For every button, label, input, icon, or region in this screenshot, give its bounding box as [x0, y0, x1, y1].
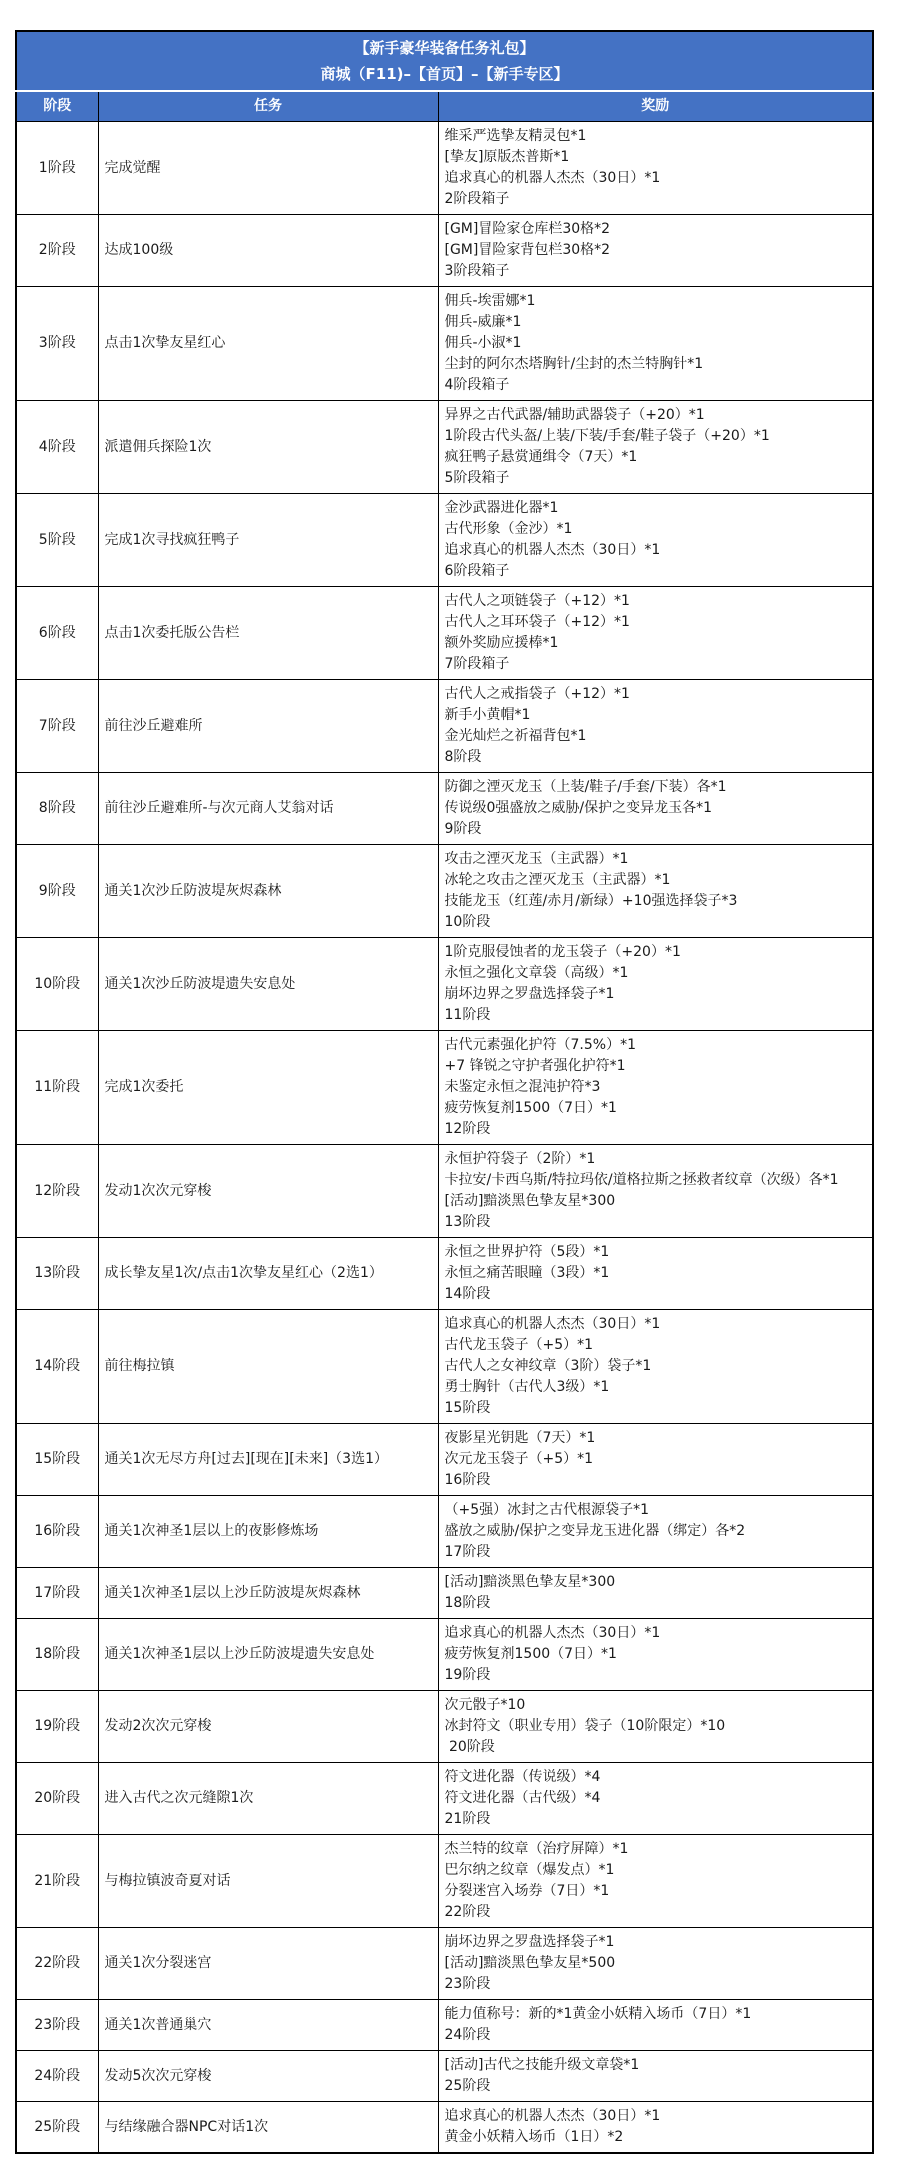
- task-cell: 与梅拉镇波奇夏对话: [98, 1835, 438, 1928]
- reward-cell: [438, 845, 873, 938]
- stage-cell: 19阶段: [16, 1691, 98, 1763]
- stage-cell: 10阶段: [16, 938, 98, 1031]
- reward-line: [GM]冒险家背包栏30格*2: [444, 242, 611, 258]
- column-header-stage: 阶段: [16, 91, 98, 122]
- task-cell: 通关1次神圣1层以上沙丘防波堤灰烬森林: [98, 1568, 438, 1619]
- stage-cell: 5阶段: [16, 494, 98, 587]
- stage-cell: 9阶段: [16, 845, 98, 938]
- table-row: [16, 2102, 873, 2154]
- reward-line: 尘封的阿尔杰塔胸针/尘封的杰兰特胸针*1: [444, 356, 704, 372]
- table-row: [16, 1145, 873, 1238]
- reward-line: 14阶段: [444, 1286, 491, 1302]
- reward-cell: [438, 2102, 873, 2154]
- reward-line: 4阶段箱子: [444, 377, 510, 393]
- table-row: [16, 1568, 873, 1619]
- task-cell: 通关1次无尽方舟[过去][现在][未来]（3选1）: [98, 1424, 438, 1496]
- reward-line: 杰兰特的纹章（治疗屏障）*1: [444, 1841, 629, 1857]
- reward-line: 古代元素强化护符（7.5%）*1: [444, 1037, 636, 1053]
- stage-cell: 17阶段: [16, 1568, 98, 1619]
- reward-cell: [438, 1568, 873, 1619]
- reward-cell: [438, 122, 873, 215]
- reward-line: 崩坏边界之罗盘选择袋子*1: [444, 986, 615, 1002]
- reward-line: 8阶段: [444, 749, 482, 765]
- task-cell: 发动2次次元穿梭: [98, 1691, 438, 1763]
- reward-line: 古代形象（金沙）*1: [444, 521, 573, 537]
- task-cell: 通关1次沙丘防波堤遗失安息处: [98, 938, 438, 1031]
- reward-line: 符文进化器（古代级）*4: [444, 1790, 601, 1806]
- reward-line: 古代人之耳环袋子（+12）*1: [444, 614, 630, 630]
- task-cell: 达成100级: [98, 215, 438, 287]
- task-cell: 与结缘融合器NPC对话1次: [98, 2102, 438, 2154]
- reward-line: 佣兵-威廉*1: [444, 314, 522, 330]
- reward-line: 20阶段: [444, 1739, 495, 1755]
- reward-line: 19阶段: [444, 1667, 491, 1683]
- task-cell: 通关1次神圣1层以上沙丘防波堤遗失安息处: [98, 1619, 438, 1691]
- reward-cell: [438, 587, 873, 680]
- stage-cell: 16阶段: [16, 1496, 98, 1568]
- reward-line: 未鉴定永恒之混沌护符*3: [444, 1079, 601, 1095]
- reward-line: 冰轮之攻击之湮灭龙玉（主武器）*1: [444, 872, 671, 888]
- task-cell: 完成1次寻找疯狂鸭子: [98, 494, 438, 587]
- reward-cell: [438, 680, 873, 773]
- reward-line: 2阶段箱子: [444, 191, 510, 207]
- stage-cell: 25阶段: [16, 2102, 98, 2154]
- reward-line: 追求真心的机器人杰杰（30日）*1: [444, 542, 661, 558]
- reward-line: 追求真心的机器人杰杰（30日）*1: [444, 2108, 661, 2124]
- table-row: [16, 773, 873, 845]
- table-title: [16, 31, 873, 91]
- reward-line: 17阶段: [444, 1544, 491, 1560]
- table-row: [16, 215, 873, 287]
- table-row: [16, 938, 873, 1031]
- stage-cell: 6阶段: [16, 587, 98, 680]
- table-row: [16, 122, 873, 215]
- table-row: [16, 1763, 873, 1835]
- reward-line: 疯狂鸭子悬赏通缉令（7天）*1: [444, 449, 638, 465]
- reward-line: 佣兵-埃雷娜*1: [444, 293, 536, 309]
- column-header-row: [16, 91, 873, 122]
- task-cell: 通关1次神圣1层以上的夜影修炼场: [98, 1496, 438, 1568]
- reward-line: 维采严选挚友精灵包*1: [444, 128, 587, 144]
- table-row: [16, 1619, 873, 1691]
- reward-line: 1阶段古代头盔/上装/下装/手套/鞋子袋子（+20）*1: [444, 428, 770, 444]
- reward-line: 18阶段: [444, 1595, 491, 1611]
- reward-line: 防御之湮灭龙玉（上装/鞋子/手套/下装）各*1: [444, 779, 727, 795]
- stage-cell: 4阶段: [16, 401, 98, 494]
- reward-line: [挚友]原版杰普斯*1: [444, 149, 570, 165]
- reward-line: 异界之古代武器/辅助武器袋子（+20）*1: [444, 407, 705, 423]
- reward-line: [GM]冒险家仓库栏30格*2: [444, 221, 611, 237]
- reward-line: 盛放之威胁/保护之变异龙玉进化器（绑定）各*2: [444, 1523, 746, 1539]
- reward-line: 永恒之强化文章袋（高级）*1: [444, 965, 629, 981]
- reward-line: 7阶段箱子: [444, 656, 510, 672]
- table-row: [16, 1310, 873, 1424]
- stage-cell: 12阶段: [16, 1145, 98, 1238]
- reward-line: 传说级0强盛放之威胁/保护之变异龙玉各*1: [444, 800, 713, 816]
- reward-line: 3阶段箱子: [444, 263, 510, 279]
- task-cell: 发动1次次元穿梭: [98, 1145, 438, 1238]
- reward-line: 金光灿烂之祈福背包*1: [444, 728, 587, 744]
- stage-cell: 15阶段: [16, 1424, 98, 1496]
- reward-line: 16阶段: [444, 1472, 491, 1488]
- reward-line: 新手小黄帽*1: [444, 707, 531, 723]
- reward-line: 卡拉安/卡西乌斯/特拉玛依/道格拉斯之拯救者纹章（次级）各*1: [444, 1172, 839, 1188]
- reward-cell: [438, 1763, 873, 1835]
- stage-cell: 14阶段: [16, 1310, 98, 1424]
- task-cell: 成长挚友星1次/点击1次挚友星红心（2选1）: [98, 1238, 438, 1310]
- reward-line: +7 锋锐之守护者强化护符*1: [444, 1058, 626, 1074]
- reward-line: 疲劳恢复剂1500（7日）*1: [444, 1646, 617, 1662]
- reward-line: 古代龙玉袋子（+5）*1: [444, 1337, 594, 1353]
- reward-line: 疲劳恢复剂1500（7日）*1: [444, 1100, 617, 1116]
- stage-cell: 7阶段: [16, 680, 98, 773]
- reward-line: 永恒之痛苦眼瞳（3段）*1: [444, 1265, 610, 1281]
- reward-line: 12阶段: [444, 1121, 491, 1137]
- reward-cell: [438, 2000, 873, 2051]
- table-row: [16, 2000, 873, 2051]
- reward-cell: [438, 401, 873, 494]
- task-cell: 进入古代之次元缝隙1次: [98, 1763, 438, 1835]
- reward-cell: [438, 1835, 873, 1928]
- stage-cell: 20阶段: [16, 1763, 98, 1835]
- table-row: [16, 1835, 873, 1928]
- reward-cell: [438, 1238, 873, 1310]
- reward-cell: [438, 1145, 873, 1238]
- reward-line: 追求真心的机器人杰杰（30日）*1: [444, 1625, 661, 1641]
- table-row: [16, 1691, 873, 1763]
- reward-line: 永恒护符袋子（2阶）*1: [444, 1151, 596, 1167]
- reward-line: 额外奖励应援棒*1: [444, 635, 559, 651]
- reward-line: 分裂迷宫入场券（7日）*1: [444, 1883, 610, 1899]
- table-body: [16, 122, 873, 2154]
- table-row: [16, 1496, 873, 1568]
- reward-cell: [438, 1691, 873, 1763]
- reward-cell: [438, 1031, 873, 1145]
- reward-line: 永恒之世界护符（5段）*1: [444, 1244, 610, 1260]
- table-row: [16, 680, 873, 773]
- reward-line: [活动]古代之技能升级文章袋*1: [444, 2057, 640, 2073]
- reward-cell: [438, 1496, 873, 1568]
- title-row: [16, 31, 873, 91]
- stage-cell: 8阶段: [16, 773, 98, 845]
- reward-line: （+5强）冰封之古代根源袋子*1: [444, 1502, 650, 1518]
- table-row: [16, 287, 873, 401]
- task-cell: 前往梅拉镇: [98, 1310, 438, 1424]
- column-header-task: 任务: [98, 91, 438, 122]
- reward-line: 技能龙玉（红莲/赤月/新绿）+10强选择袋子*3: [444, 893, 738, 909]
- reward-line: 21阶段: [444, 1811, 491, 1827]
- title-line-1: 【新手豪华装备任务礼包】: [354, 39, 535, 57]
- reward-cell: [438, 215, 873, 287]
- stage-cell: 24阶段: [16, 2051, 98, 2102]
- reward-line: 夜影星光钥匙（7天）*1: [444, 1430, 596, 1446]
- reward-line: 攻击之湮灭龙玉（主武器）*1: [444, 851, 629, 867]
- reward-table: [15, 30, 874, 2154]
- stage-cell: 23阶段: [16, 2000, 98, 2051]
- reward-line: 佣兵-小淑*1: [444, 335, 522, 351]
- reward-line: [活动]黯淡黑色挚友星*300: [444, 1193, 616, 1209]
- table-row: [16, 587, 873, 680]
- task-cell: 点击1次挚友星红心: [98, 287, 438, 401]
- stage-cell: 18阶段: [16, 1619, 98, 1691]
- reward-cell: [438, 1424, 873, 1496]
- stage-cell: 2阶段: [16, 215, 98, 287]
- reward-line: 11阶段: [444, 1007, 491, 1023]
- reward-line: [活动]黯淡黑色挚友星*300: [444, 1574, 616, 1590]
- stage-cell: 22阶段: [16, 1928, 98, 2000]
- reward-cell: [438, 1928, 873, 2000]
- reward-cell: [438, 938, 873, 1031]
- reward-line: 巴尔纳之纹章（爆发点）*1: [444, 1862, 615, 1878]
- reward-line: 10阶段: [444, 914, 491, 930]
- reward-line: 能力值称号：新的*1黄金小妖精入场币（7日）*1: [444, 2006, 752, 2022]
- stage-cell: 11阶段: [16, 1031, 98, 1145]
- reward-line: 金沙武器进化器*1: [444, 500, 559, 516]
- reward-line: 崩坏边界之罗盘选择袋子*1: [444, 1934, 615, 1950]
- reward-cell: [438, 773, 873, 845]
- reward-line: 符文进化器（传说级）*4: [444, 1769, 601, 1785]
- reward-line: 勇士胸针（古代人3级）*1: [444, 1379, 610, 1395]
- task-cell: 完成1次委托: [98, 1031, 438, 1145]
- table-row: [16, 494, 873, 587]
- task-cell: 通关1次分裂迷宫: [98, 1928, 438, 2000]
- reward-line: 13阶段: [444, 1214, 491, 1230]
- reward-line: 24阶段: [444, 2027, 491, 2043]
- reward-line: 次元骰子*10: [444, 1697, 526, 1713]
- reward-line: 1阶克服侵蚀者的龙玉袋子（+20）*1: [444, 944, 681, 960]
- reward-line: 古代人之项链袋子（+12）*1: [444, 593, 630, 609]
- task-cell: 点击1次委托版公告栏: [98, 587, 438, 680]
- table-row: [16, 1031, 873, 1145]
- reward-line: 追求真心的机器人杰杰（30日）*1: [444, 1316, 661, 1332]
- stage-cell: 1阶段: [16, 122, 98, 215]
- reward-line: 25阶段: [444, 2078, 491, 2094]
- reward-line: 15阶段: [444, 1400, 491, 1416]
- task-cell: 发动5次次元穿梭: [98, 2051, 438, 2102]
- reward-line: 23阶段: [444, 1976, 491, 1992]
- reward-cell: [438, 1619, 873, 1691]
- stage-cell: 3阶段: [16, 287, 98, 401]
- reward-line: 22阶段: [444, 1904, 491, 1920]
- table-row: [16, 845, 873, 938]
- reward-line: 古代人之女神纹章（3阶）袋子*1: [444, 1358, 652, 1374]
- task-cell: 派遣佣兵探险1次: [98, 401, 438, 494]
- table-head: [16, 31, 873, 122]
- task-cell: 前往沙丘避难所-与次元商人艾翁对话: [98, 773, 438, 845]
- table-row: [16, 1424, 873, 1496]
- task-cell: 完成觉醒: [98, 122, 438, 215]
- column-header-reward: 奖励: [438, 91, 873, 122]
- reward-line: [活动]黯淡黑色挚友星*500: [444, 1955, 616, 1971]
- title-line-2: 商城（F11)–【首页】–【新手专区】: [320, 65, 569, 83]
- task-cell: 前往沙丘避难所: [98, 680, 438, 773]
- reward-cell: [438, 287, 873, 401]
- stage-cell: 21阶段: [16, 1835, 98, 1928]
- table-row: [16, 401, 873, 494]
- task-cell: 通关1次沙丘防波堤灰烬森林: [98, 845, 438, 938]
- table-row: [16, 2051, 873, 2102]
- reward-line: 冰封符文（职业专用）袋子（10阶限定）*10: [444, 1718, 726, 1734]
- reward-line: 追求真心的机器人杰杰（30日）*1: [444, 170, 661, 186]
- reward-line: 黄金小妖精入场币（1日）*2: [444, 2129, 624, 2145]
- reward-line: 古代人之戒指袋子（+12）*1: [444, 686, 630, 702]
- reward-cell: [438, 2051, 873, 2102]
- stage-cell: 13阶段: [16, 1238, 98, 1310]
- table-row: [16, 1238, 873, 1310]
- reward-line: 5阶段箱子: [444, 470, 510, 486]
- reward-line: 次元龙玉袋子（+5）*1: [444, 1451, 594, 1467]
- reward-line: 9阶段: [444, 821, 482, 837]
- reward-cell: [438, 494, 873, 587]
- reward-cell: [438, 1310, 873, 1424]
- table-row: [16, 1928, 873, 2000]
- reward-line: 6阶段箱子: [444, 563, 510, 579]
- task-cell: 通关1次普通巢穴: [98, 2000, 438, 2051]
